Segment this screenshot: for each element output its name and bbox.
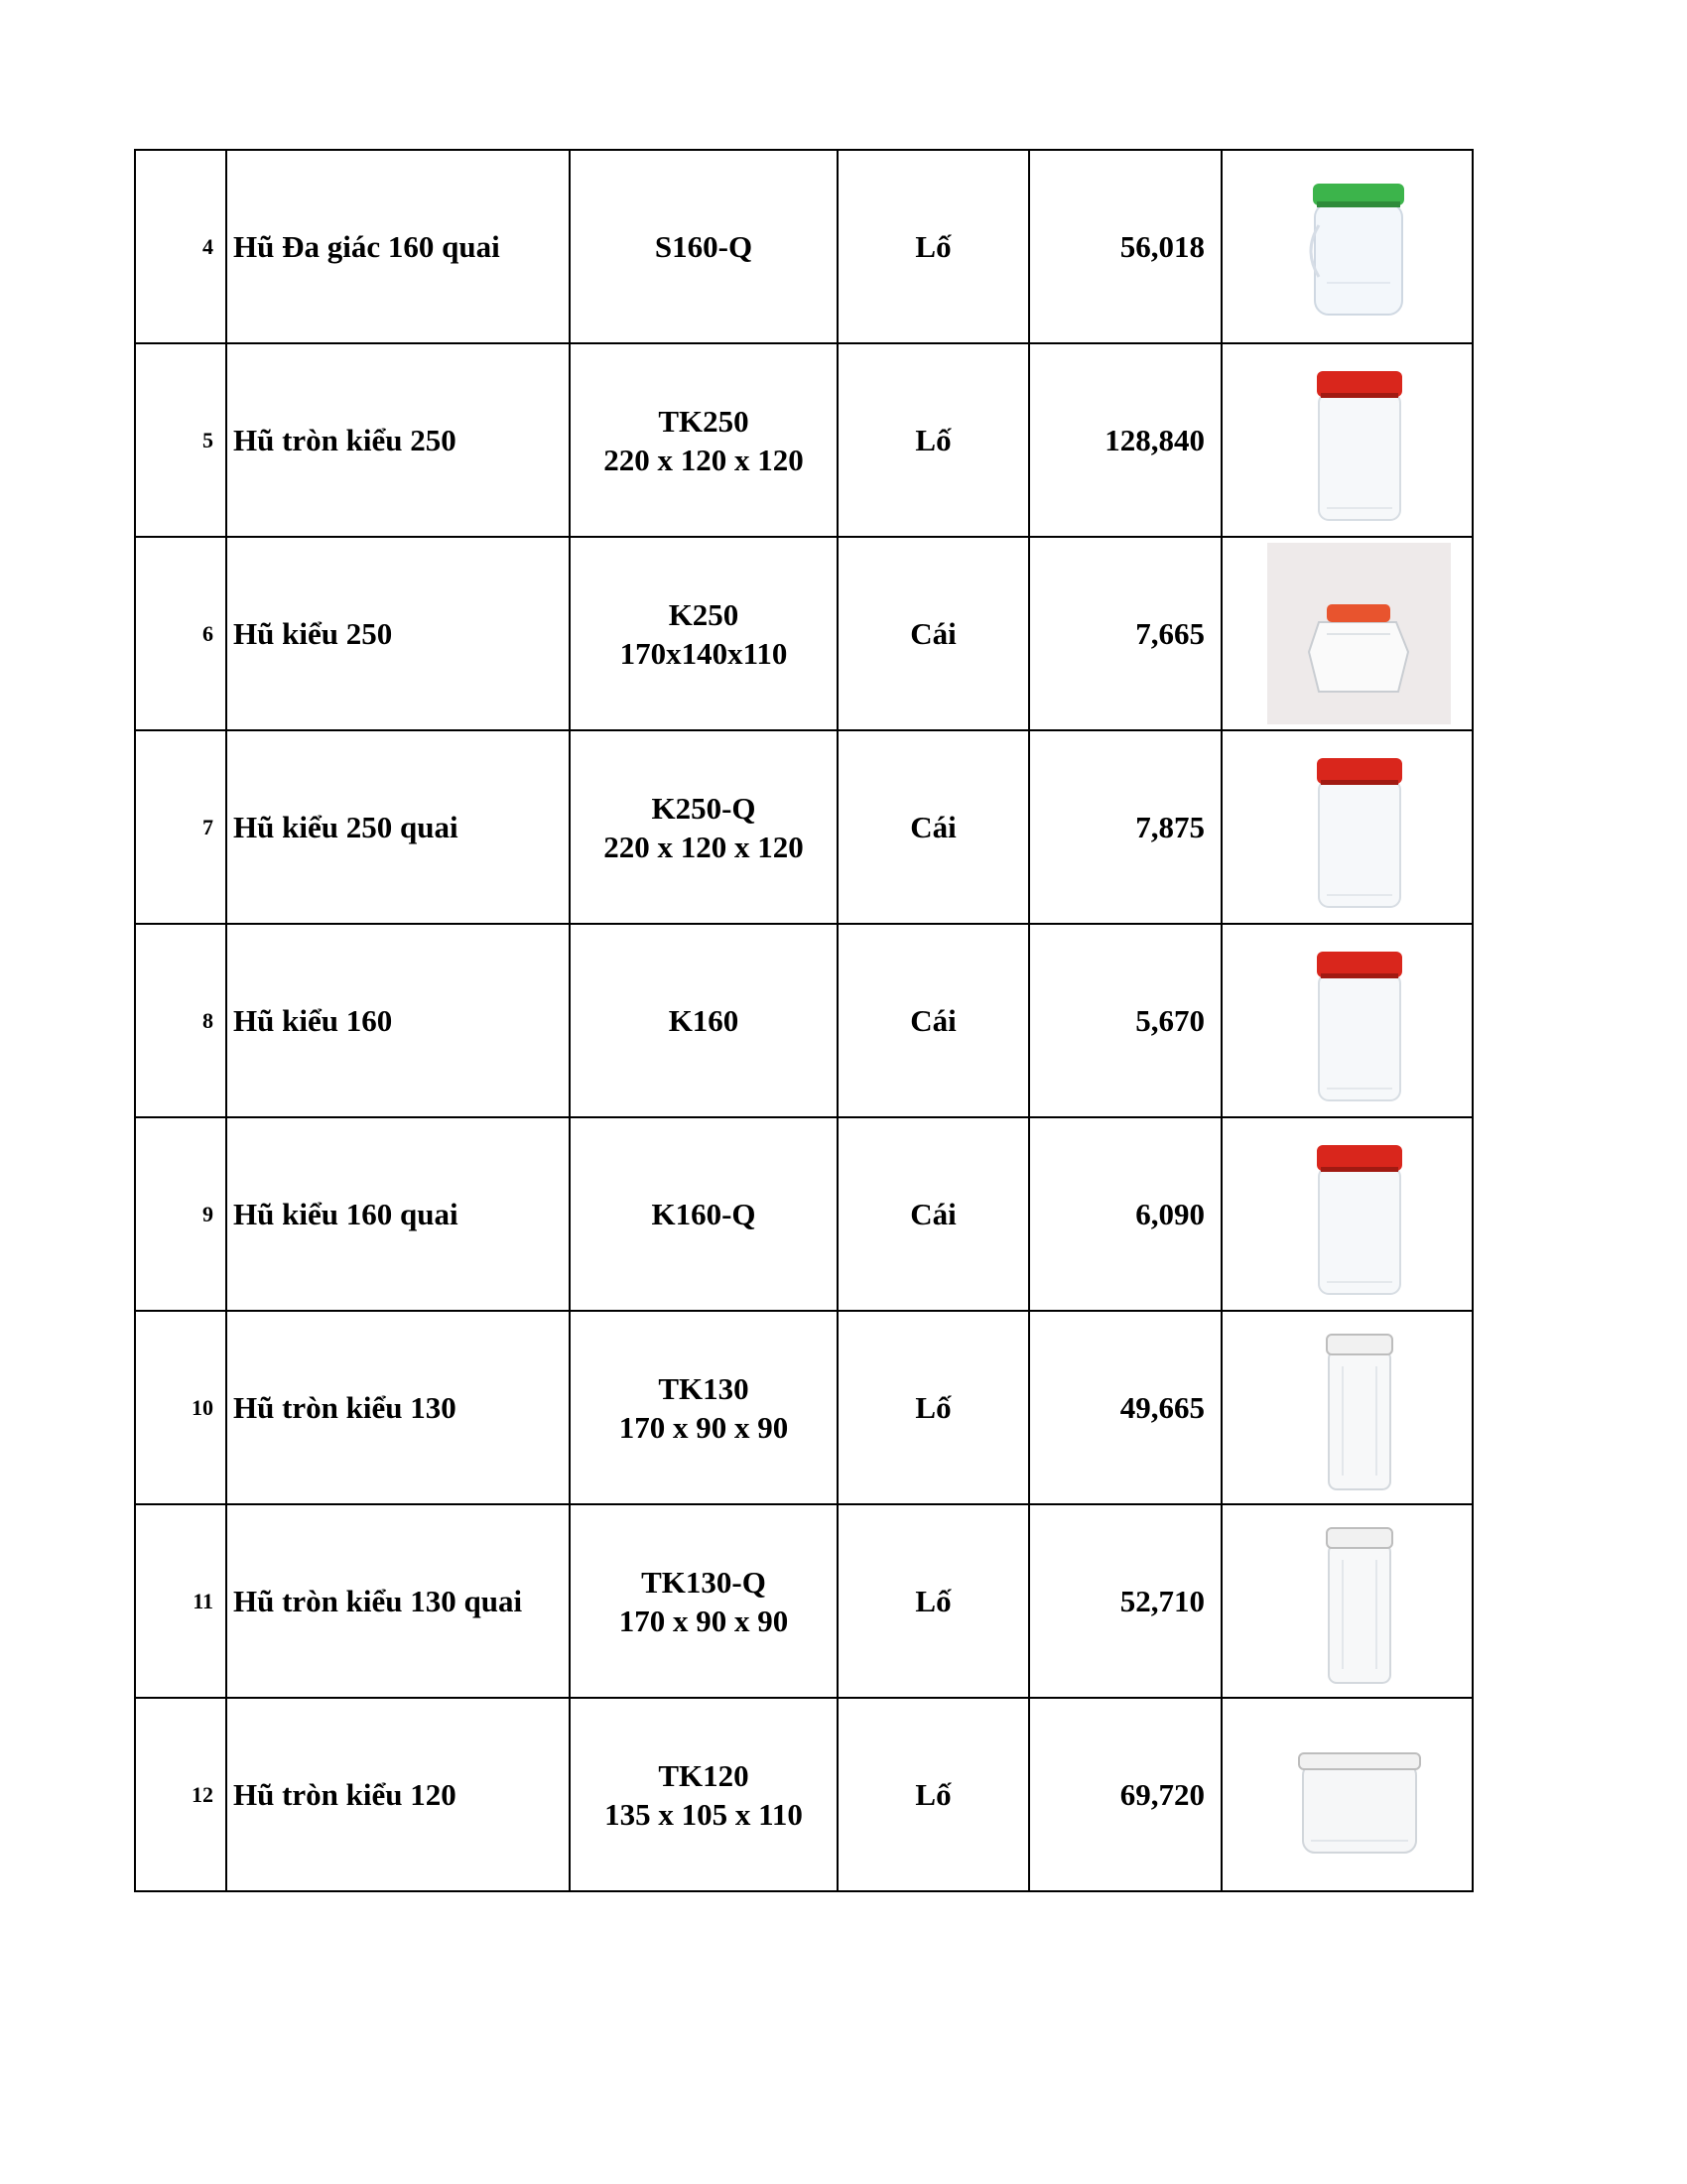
product-code: K160 xyxy=(668,1003,739,1038)
row-number: 5 xyxy=(135,343,226,537)
table-row xyxy=(135,1504,1473,1698)
row-number: 7 xyxy=(135,730,226,924)
table-row xyxy=(135,730,1473,924)
short-wide-jar-icon xyxy=(1267,543,1451,724)
product-size: 135 x 105 x 110 xyxy=(604,1796,803,1832)
table-row xyxy=(135,537,1473,730)
product-code: K160-Q xyxy=(651,1197,756,1231)
product-price: 7,875 xyxy=(1029,730,1222,924)
product-price: 6,090 xyxy=(1029,1117,1222,1311)
table-row xyxy=(135,150,1473,343)
product-name: Hũ tròn kiểu 130 quai xyxy=(226,1504,570,1698)
product-unit: Lố xyxy=(838,150,1029,343)
row-number: 6 xyxy=(135,537,226,730)
product-name: Hũ kiểu 160 xyxy=(226,924,570,1117)
product-code: K250-Q xyxy=(651,790,756,826)
product-image-cell xyxy=(1222,730,1473,924)
product-image-cell xyxy=(1222,537,1473,730)
product-name: Hũ tròn kiểu 250 xyxy=(226,343,570,537)
slim-jar-icon xyxy=(1267,1317,1451,1498)
row-number: 4 xyxy=(135,150,226,343)
round-jar-handle-icon xyxy=(1267,736,1451,918)
product-size: 170 x 90 x 90 xyxy=(618,1409,789,1445)
product-name: Hũ kiểu 160 quai xyxy=(226,1117,570,1311)
product-price: 69,720 xyxy=(1029,1698,1222,1891)
product-image-cell xyxy=(1222,1117,1473,1311)
product-name: Hũ Đa giác 160 quai xyxy=(226,150,570,343)
table-row xyxy=(135,343,1473,537)
product-price: 49,665 xyxy=(1029,1311,1222,1504)
product-size: 170 x 90 x 90 xyxy=(618,1603,789,1638)
product-price: 7,665 xyxy=(1029,537,1222,730)
product-price: 56,018 xyxy=(1029,150,1222,343)
product-code-cell xyxy=(570,343,838,537)
product-code-cell xyxy=(570,1698,838,1891)
product-code: TK130 xyxy=(658,1370,749,1406)
product-code-cell xyxy=(570,1117,838,1311)
round-jar-handle-icon xyxy=(1267,1123,1451,1305)
product-code-cell xyxy=(570,730,838,924)
product-price: 128,840 xyxy=(1029,343,1222,537)
product-size: 220 x 120 x 120 xyxy=(603,442,804,477)
product-unit: Lố xyxy=(838,1311,1029,1504)
product-code-cell xyxy=(570,150,838,343)
product-price-table xyxy=(134,149,1474,1892)
product-price: 5,670 xyxy=(1029,924,1222,1117)
row-number: 10 xyxy=(135,1311,226,1504)
product-image-cell xyxy=(1222,1504,1473,1698)
row-number: 11 xyxy=(135,1504,226,1698)
slim-jar-handle-icon xyxy=(1267,1510,1451,1692)
product-name: Hũ kiểu 250 xyxy=(226,537,570,730)
round-jar-icon xyxy=(1267,930,1451,1111)
product-code: TK120 xyxy=(658,1757,749,1793)
product-size: 170x140x110 xyxy=(619,635,788,671)
product-unit: Cái xyxy=(838,1117,1029,1311)
product-code-cell xyxy=(570,924,838,1117)
row-number: 9 xyxy=(135,1117,226,1311)
table-body xyxy=(135,150,1473,1891)
product-name: Hũ tròn kiểu 120 xyxy=(226,1698,570,1891)
product-unit: Cái xyxy=(838,537,1029,730)
row-number: 8 xyxy=(135,924,226,1117)
product-image-cell xyxy=(1222,1311,1473,1504)
product-unit: Cái xyxy=(838,924,1029,1117)
table-row xyxy=(135,1311,1473,1504)
product-unit: Lố xyxy=(838,1698,1029,1891)
product-name: Hũ tròn kiểu 130 xyxy=(226,1311,570,1504)
product-unit: Cái xyxy=(838,730,1029,924)
product-image-cell xyxy=(1222,1698,1473,1891)
polygon-jar-handle-icon xyxy=(1267,156,1451,337)
product-image-cell xyxy=(1222,924,1473,1117)
product-code: TK250 xyxy=(658,403,749,439)
product-code-cell xyxy=(570,1504,838,1698)
product-name: Hũ kiểu 250 quai xyxy=(226,730,570,924)
product-code: K250 xyxy=(668,596,739,632)
product-code-cell xyxy=(570,537,838,730)
product-image-cell xyxy=(1222,343,1473,537)
product-unit: Lố xyxy=(838,1504,1029,1698)
product-price: 52,710 xyxy=(1029,1504,1222,1698)
table-row xyxy=(135,924,1473,1117)
short-round-jar-icon xyxy=(1267,1704,1451,1885)
product-image-cell xyxy=(1222,150,1473,343)
round-jar-icon xyxy=(1267,349,1451,531)
row-number: 12 xyxy=(135,1698,226,1891)
product-code: TK130-Q xyxy=(641,1564,766,1600)
product-size: 220 x 120 x 120 xyxy=(603,829,804,864)
product-code-cell xyxy=(570,1311,838,1504)
table-row xyxy=(135,1698,1473,1891)
product-unit: Lố xyxy=(838,343,1029,537)
product-code: S160-Q xyxy=(654,229,753,264)
table-row xyxy=(135,1117,1473,1311)
